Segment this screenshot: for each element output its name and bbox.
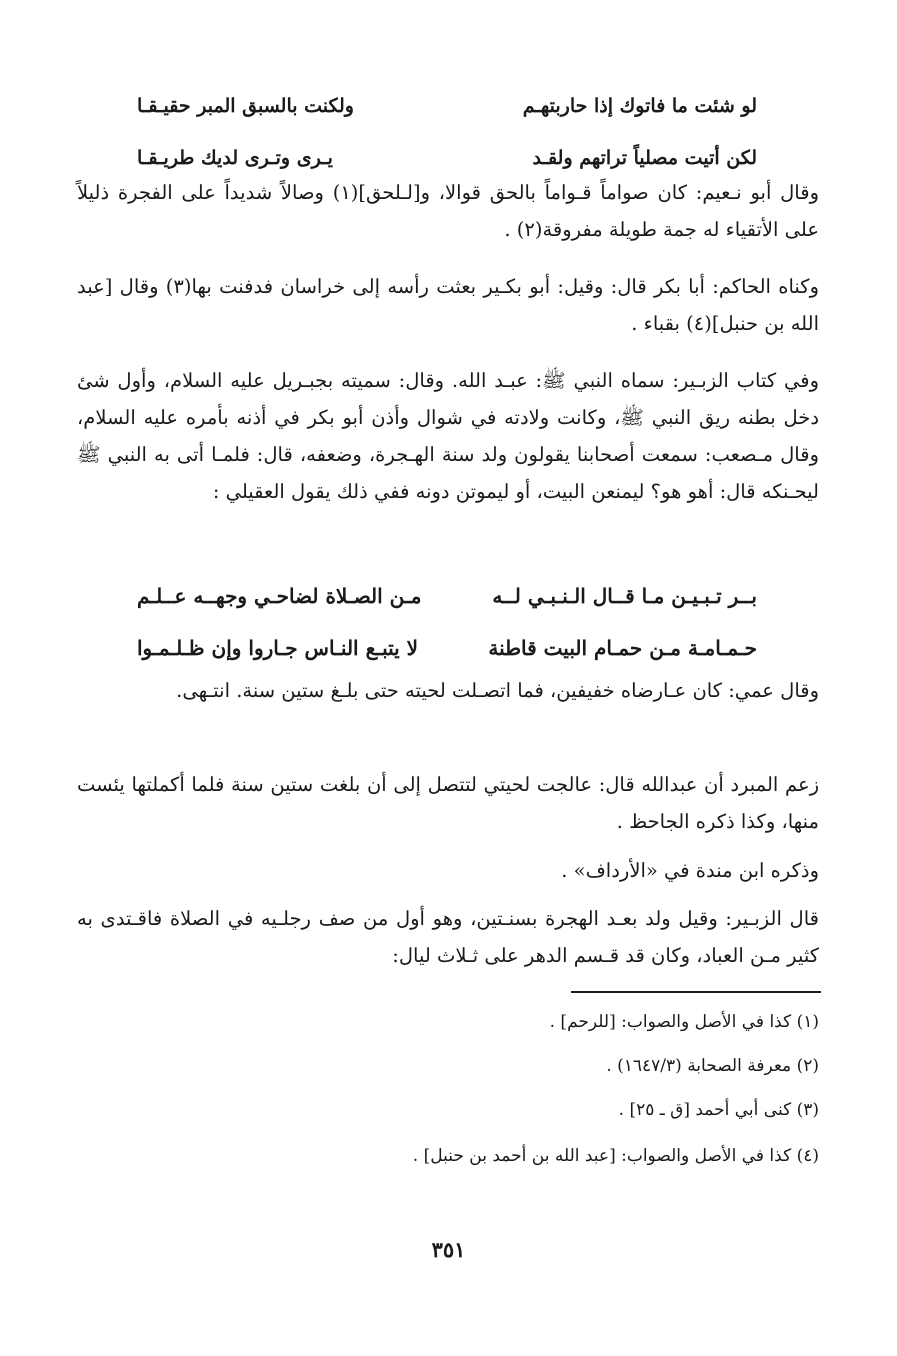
verse-hemistich-right: حـمـامـة مـن حمـام البيت قاطنة — [488, 636, 757, 660]
verse-hemistich-right: لكن أتيت مصلياً تراتهم ولقـد — [532, 147, 757, 169]
footnote-separator — [571, 991, 821, 993]
verse-hemistich-left: لا يتبـع النـاس جـاروا وإن ظـلـمـوا — [137, 636, 419, 660]
verse-line — [137, 80, 757, 132]
verse-hemistich-left: مـن الصـلاة لضاحـي وجهــه عــلـم — [137, 584, 422, 608]
paragraph-abu-nuaym: وقال أبو نـعيم: كان صواماً قـواماً بالحق قوالا، و[لـلحق](١) وصالاً شديداً على الفجرة ذليلاً على الأتقياء له جمة طويلة مفروقة(٢) . — [77, 181, 819, 241]
verse-hemistich-left: يـرى وتـرى لديك طريـقـا — [137, 147, 333, 169]
paragraph-al-hakim: وكناه الحاكم: أبا بكر قال: وقيل: أبو بكـير بعثت رأسه إلى خراسان فدفنت بها(٣) وقال [عبد الله بن حنبل](٤) بقباء . — [77, 275, 820, 335]
verse-hemistich-right: لو شئت ما فاتوك إذا حاربتهـم — [522, 95, 757, 117]
paragraph-ibn-mandah: وذكره ابن مندة في «الأرداف» . — [561, 859, 819, 882]
footnote: (١) كذا في الأصل والصواب: [للرحم] . — [549, 1012, 819, 1032]
page-number: ٣٥١ — [431, 1237, 466, 1262]
verse-block-top — [137, 80, 757, 184]
verse-hemistich-left: ولكنت بالسبق المبر حقيـقـا — [137, 95, 354, 117]
footnote: (٤) كذا في الأصل والصواب: [عبد الله بن أحمد بن حنبل] . — [412, 1146, 819, 1166]
verse-hemistich-right: بــر تـبـيـن مـا قــال الـنـبـي لــه — [492, 584, 757, 608]
footnote: (٣) كنى أبي أحمد [ق ـ ٢٥] . — [618, 1100, 819, 1120]
verse-line — [137, 622, 757, 674]
paragraph-al-zubayr: قال الزبـير: وقيل ولد بعـد الهجرة بسنـتين، وهو أول من صف رجلـيه في الصلاة فاقـتدى به كثير مـن العباد، وكان قد قـسم الدهر على ثـلاث ليال: — [77, 907, 819, 967]
verse-line — [137, 570, 757, 622]
paragraph-ammi: وقال عمي: كان عـارضاه خفيفين، فما اتصـلت لحيته حتى بلـغ ستين سنة. انتـهى. — [176, 679, 819, 702]
footnote: (٢) معرفة الصحابة (١٦٤٧/٣) . — [606, 1056, 819, 1076]
paragraph-kitab-al-zubayr: وفي كتاب الزبـير: سماه النبي ﷺ: عبـد الله. وقال: سميته بجبـريل عليه السلام، وأول شئ دخل بطنه ريق النبي ﷺ، وكانت ولادته في شوال وأذن أبو بكر في أذنه بأمره عليه السلام، وقال مـصعب: سمعت أصحابنا يقولون ولد سنة الهـجرة، وضعفه، قال: فلمـا أتى به النبي ﷺ ليحـنكه قال: أهو هو؟ ليمنعن البيت، أو ليموتن دونه ففي ذلك يقول العقيلي : — [77, 369, 819, 503]
paragraph-al-mubarrad: زعم المبرد أن عبدالله قال: عالجت لحيتي لتتصل إلى أن بلغت ستين سنة فلما أكملتها يئست منها، وكذا ذكره الجاحظ . — [77, 773, 819, 833]
verse-block-middle — [137, 570, 757, 674]
